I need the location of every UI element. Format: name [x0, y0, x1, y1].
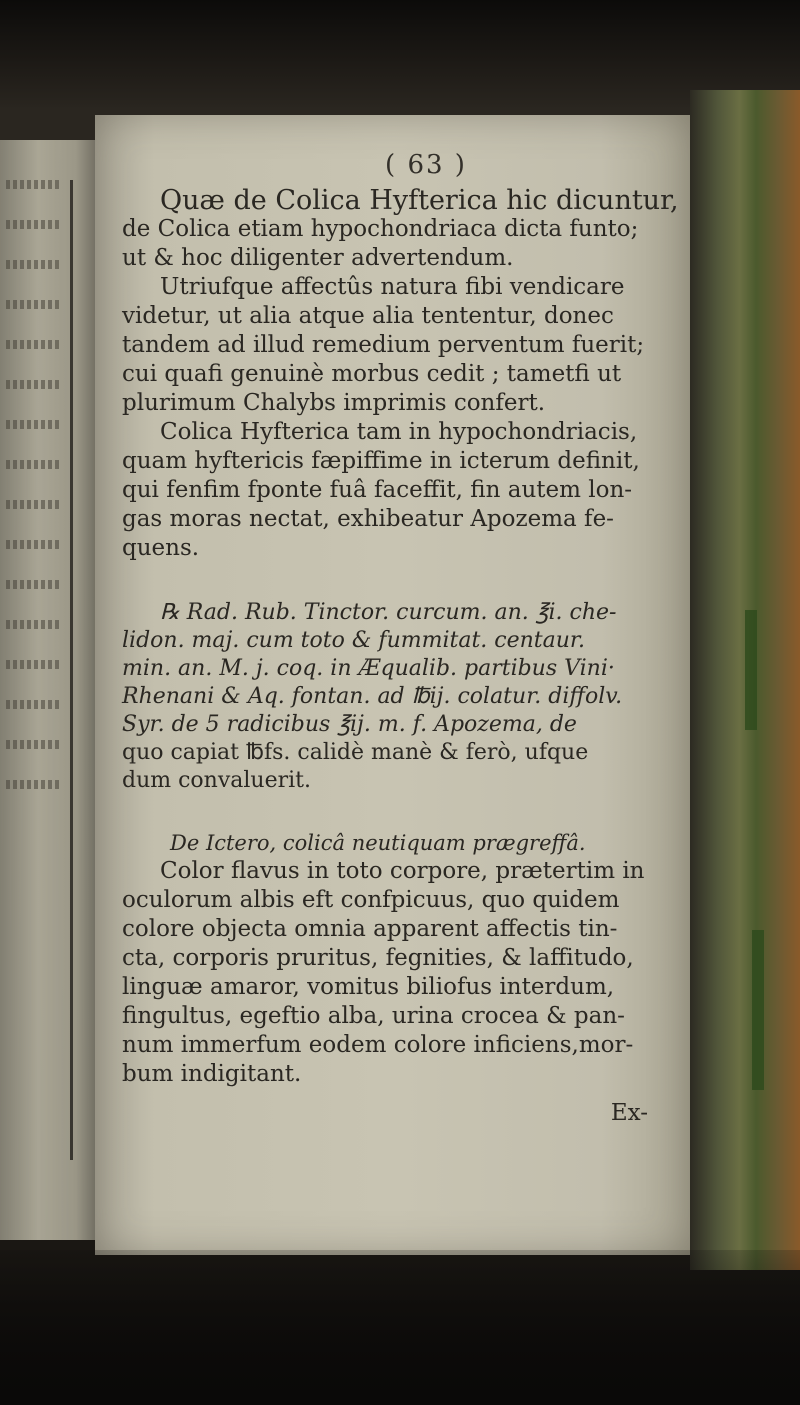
paragraph-icterum — [122, 418, 682, 563]
recipe-line: Rhenani & Aq. fontan. ad ℔ij. colatur. diffolv. — [122, 684, 623, 709]
text-line: Utriufque affectûs natura fibi vendicare — [160, 274, 625, 300]
page-text — [122, 150, 682, 1127]
recipe-line: ℞ Rad. Rub. Tinctor. curcum. an. ℥i. che- — [160, 600, 617, 625]
text-line: Colica Hyfterica tam in hypochondriacis, — [160, 419, 638, 445]
paragraph-natura — [122, 273, 682, 418]
text-line: Quæ de Colica Hyfterica hic dicuntur, — [160, 185, 679, 216]
text-line: de Colica etiam hypochondriaca dicta funto; — [122, 216, 639, 242]
text-line: fingultus, egeftio alba, urina crocea & pan- — [122, 1003, 625, 1029]
paragraph-color-flavus — [122, 857, 682, 1089]
text-line: bum indigitant. — [122, 1061, 302, 1087]
text-line: plurimum Chalybs imprimis confert. — [122, 390, 546, 416]
text-line: quens. — [122, 535, 200, 561]
recipe-line: Syr. de 5 radicibus ℥ij. m. f. Apozema, de — [122, 712, 577, 737]
text-line: tandem ad illud remedium perventum fuerit; — [122, 332, 645, 358]
text-line: num immerfum eodem colore inficiens,mor- — [122, 1032, 634, 1058]
recipe-line: quo capiat ℔fs. calidè manè & ferò, ufque — [122, 740, 589, 765]
text-line: qui fenfim fponte fuâ faceffit, fin autem lon- — [122, 477, 633, 503]
catchword: Ex- — [610, 1100, 648, 1126]
text-line: Color flavus in toto corpore, prætertim in — [160, 858, 645, 884]
text-line: ut & hoc diligenter advertendum. — [122, 245, 514, 271]
previous-page-edge — [0, 140, 95, 1240]
book-binding-edge — [690, 90, 800, 1270]
text-line: colore objecta omnia apparent affectis tin- — [122, 916, 618, 942]
text-line: quam hyftericis fæpiffime in icterum definit, — [122, 448, 640, 474]
page-number: ( 63 ) — [385, 150, 467, 180]
recipe-line: min. an. M. j. coq. in Æqualib. partibus Vini· — [122, 656, 615, 681]
text-line: oculorum albis eft confpicuus, quo quidem — [122, 887, 620, 913]
text-line: cta, corporis pruritus, fegnities, & laffitudo, — [122, 945, 634, 971]
recipe-line: lidon. maj. cum toto & fummitat. centaur. — [122, 628, 586, 653]
recipe-block — [122, 599, 682, 795]
recipe-line: dum convaluerit. — [122, 768, 311, 793]
text-line: videtur, ut alia atque alia tententur, donec — [122, 303, 614, 329]
paragraph-colica-hysterica — [122, 186, 682, 273]
text-line: linguæ amaror, vomitus biliofus interdum, — [122, 974, 615, 1000]
section-heading: De Ictero, colicâ neutiquam prægreffâ. — [170, 831, 586, 855]
text-line: cui quafi genuinè morbus cedit ; tametfi ut — [122, 361, 622, 387]
page-bottom-shadow — [0, 1250, 800, 1405]
text-line: gas moras nectat, exhibeatur Apozema fe- — [122, 506, 614, 532]
